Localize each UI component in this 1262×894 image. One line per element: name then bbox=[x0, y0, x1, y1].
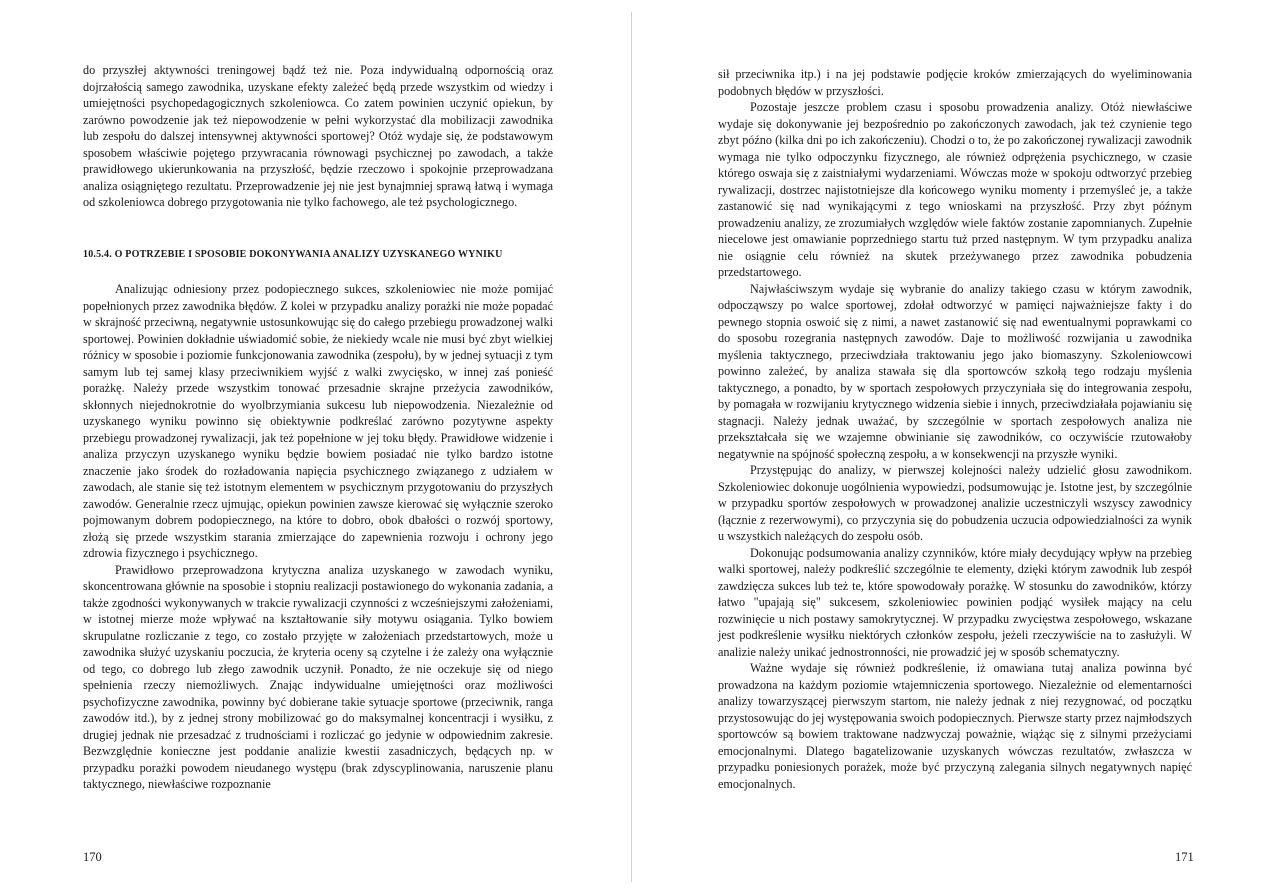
paragraph: Przystępując do analizy, w pierwszej kolejności należy udzielić głosu zawodnikom. Szkoleniowiec dokonuje uogólnienia wypowiedzi, podsumowując je. Istotne jest, by szczególnie w przypadku sportów zespołowych w prowadzonej analizie uczestniczyli wszyscy zawodnicy (łącznie z rezerwowymi), co przyczynia się do pobudzenia uczucia odpowiedzialności za wynik u wszystkich należących do zespołu osób. bbox=[718, 463, 1192, 543]
paragraph: Dokonując podsumowania analizy czynników, które miały decydujący wpływ na przebieg walki sportowej, należy podkreślić szczególnie te elementy, dzięki którym zawodnik lub zespół zawdzięcza sukces lub też te, które spowodowały porażkę. W stosunku do zawodników, którzy łatwo "upajają się" sukcesem, szkoleniowiec powinien podjąć wysiłek mający na celu rozwinięcie u nich postawy samokrytycznej. W przypadku zwycięstwa zespołowego, wskazane jest podkreślenie wysiłku niektórych członków zespołu, jeżeli rzeczywiście na to zasłużyli. W analizie należy unikać jednostronności, nie prowadzić jej w sposób schematyczny. bbox=[718, 545, 1192, 659]
paragraph: Pozostaje jeszcze problem czasu i sposobu prowadzenia analizy. Otóż niewłaściwe wydaje się dokonywanie jej bezpośrednio po zakończonych zawodach, jak też czynienie tego zbyt późno (kilka dni po ich zakończeniu). Chodzi o to, że po zakończonej rywalizacji zawodnik wymaga nie tylko odpoczynku fizycznego, ale również odprężenia psychicznego, w czasie którego oswaja się z zaistniałymi wydarzeniami. Wówczas może w spokoju odtworzyć przebieg rywalizacji, dostrzec najistotniejsze dla końcowego wyniku momenty i przemyśleć je, a także zastanowić się nad wynikającymi z tego wnioskami na przyszłość. Przy zbyt późnym prowadzeniu analizy, ze zrozumiałych względów wiele faktów zostanie zapomnianych. Zupełnie niecelowe jest omawianie poprzedniego startu tuż przed następnym. W tym przypadku analiza nie osiągnie celu również na skutek przeżywanego przez zawodnika pobudzenia przedstartowego. bbox=[718, 100, 1192, 279]
page-number-right: 171 bbox=[1175, 850, 1194, 864]
paragraph: Najwłaściwszym wydaje się wybranie do analizy takiego czasu w którym zawodnik, odpocząwszy po walce sportowej, zdołał odtworzyć w pamięci najważniejsze fakty i do pewnego stopnia oswoić się z nimi, a nawet zastanowić się nad ewentualnymi poprawkami co do sposobu rozegrania następnych zawodów. Daje to możliwość rozwijania u zawodnika myślenia taktycznego, przeciwdziała traktowaniu jego jako biomaszyny. Szkoleniowcowi powinno zależeć, by analiza stawała się dla sportowców szkołą tego rodzaju myślenia taktycznego, a ponadto, by w sportach zespołowych przyczyniała się do integrowania zespołu, by pomagała w rozwijaniu krytycznego widzenia siebie i innych, przeciwdziałała pojawianiu się stagnacji. Należy jednak uważać, by szczególnie w sportach zespołowych analiza nie przekształcała się we wzajemne obwinianie się zawodników, co oczywiście rzutowałoby negatywnie na spójność społeczną zespołu, a w konsekwencji na przyszłe wyniki. bbox=[718, 281, 1192, 461]
right-page bbox=[632, 0, 1262, 894]
left-body-column bbox=[83, 281, 553, 793]
page-number-left: 170 bbox=[83, 850, 102, 864]
left-page bbox=[0, 0, 630, 894]
paragraph: Analizując odniesiony przez podopiecznego sukces, szkoleniowiec nie może pomijać popełnionych przez zawodnika błędów. Z kolei w przypadku analizy porażki nie może popadać w skrajność przeciwną, negatywnie ustosunkowując się do całego przebiegu prowadzonej walki sportowej. Powinien dokładnie uświadomić sobie, że niekiedy wcale nie musi być zbyt wielkiej różnicy w sposobie i poziomie funkcjonowania zawodnika (zespołu), by w jednej sytuacji z tym samym lub tej samej klasy przeciwnikiem wyjść z walki zwycięsko, w innej zaś ponieść porażkę. Należy przede wszystkim tonować przesadnie skrajne przeżycia zawodników, skłonnych niejednokrotnie do wyolbrzymiania sukcesu lub niepowodzenia. Niezależnie od uzyskanego wyniku powinno się obiektywnie podkreślać zarówno pozytywne aspekty przebiegu prowadzonej rywalizacji, jak też popełnione w jej toku błędy. Prawidłowe widzenie i analiza przyczyn uzyskanego wyniku będzie bowiem posiadać nie tylko bardzo istotne znaczenie jako środek do rozładowania napięcia psychicznego związanego z udziałem w zawodach, ale stanie się też istotnym elementem w psychicznym przygotowaniu do przyszłych zawodów. Generalnie rzecz ujmując, opiekun powinien zawsze kierować się wyłącznie szeroko pojmowanym dobrem podopiecznego, na które to dobro, obok dbałości o rozwój sportowy, złożą się przede wszystkim starania zmierzające do zapewnienia rozwoju i ochrony jego zdrowia fizycznego i psychicznego. bbox=[83, 282, 553, 560]
paragraph: Ważne wydaje się również podkreślenie, iż omawiana tutaj analiza powinna być prowadzona na każdym poziomie wtajemniczenia sportowego. Niezależnie od elementarności analizy towarzyszącej pierwszym startom, nie należy jednak z niej rezygnować, od początku przystosowując do jej występowania swoich podopiecznych. Pierwsze starty przez najmłodszych sportowców są bowiem traktowane nadzwyczaj poważnie, wiążąc się z silnymi przeżyciami emocjonalnymi. Dlatego bagatelizowanie uzyskanych wówczas rezultatów, zwłaszcza w przypadku poniesionych porażek, może być przyczyną zalegania silnych negatywnych napięć emocjonalnych. bbox=[718, 661, 1192, 791]
paragraph: Prawidłowo przeprowadzona krytyczna analiza uzyskanego w zawodach wyniku, skoncentrowana głównie na sposobie i stopniu realizacji postawionego do wykonania zadania, a także zgodności wykonywanych w trakcie rywalizacji czynności z wcześniejszymi założeniami, w istotnej mierze może wpływać na kształtowanie siły motywu osiągania. Tylko bowiem skrupulatne rozliczanie z tego, co zostało przyjęte w założeniach przedstartowych, może u zawodnika służyć uzyskaniu poczucia, że kryteria oceny są czytelne i że zależy ona wyłącznie od tego, co dobrego lub złego zawodnik uczynił. Ponadto, że nie oczekuje się od niego spełnienia rzeczy niemożliwych. Znając indywidualne umiejętności oraz możliwości psychofizyczne zawodnika, powinny być dobierane takie sytuacje sportowe (przeciwnik, ranga zawodów itd.), by z jednej strony mobilizować go do maksymalnej koncentracji i wysiłku, z drugiej jednak nie przesadzać z trudnościami i rozliczać go jedynie w odpowiednim zakresie. Bezwzględnie konieczne jest poddanie analizie kwestii zasadniczych, będących np. w przypadku porażki powodem nieudanego występu (brak zdyscyplinowania, naruszenie planu taktycznego, niewłaściwe rozpoznanie bbox=[83, 562, 553, 791]
paragraph: sił przeciwnika itp.) i na jej podstawie podjęcie kroków zmierzających do wyeliminowania podobnych błędów w przyszłości. bbox=[718, 67, 1192, 98]
right-column bbox=[718, 66, 1192, 792]
left-top-paragraph-block bbox=[83, 62, 553, 211]
paragraph: do przyszłej aktywności treningowej bądź też nie. Poza indywidualną odpornością oraz dojrzałością samego zawodnika, uzyskane efekty zależeć będą przede wszystkim od wiedzy i umiejętności psychopedagogicznych szkoleniowca. Co zatem powinien uczynić opiekun, by zarówno powodzenie jak też niepowodzenie w pełni wykorzystać dla mobilizacji zawodnika lub zespołu do dalszej intensywnej aktywności sportowej? Otóż wydaje się, że podstawowym sposobem właściwie pojętego przywracania równowagi psychicznej po zawodach, a także prawidłowego ukierunkowania na przyszłość, będzie rzeczowo i spokojnie przeprowadzana analiza osiągniętego rezultatu. Przeprowadzenie jej nie jest bynajmniej sprawą łatwą i wymaga od szkoleniowca dobrego przygotowania nie tylko fachowego, ale też psychologicznego. bbox=[83, 63, 553, 209]
section-heading: 10.5.4. O POTRZEBIE I SPOSOBIE DOKONYWANIA ANALIZY UZYSKANEGO WYNIKU bbox=[83, 249, 503, 260]
